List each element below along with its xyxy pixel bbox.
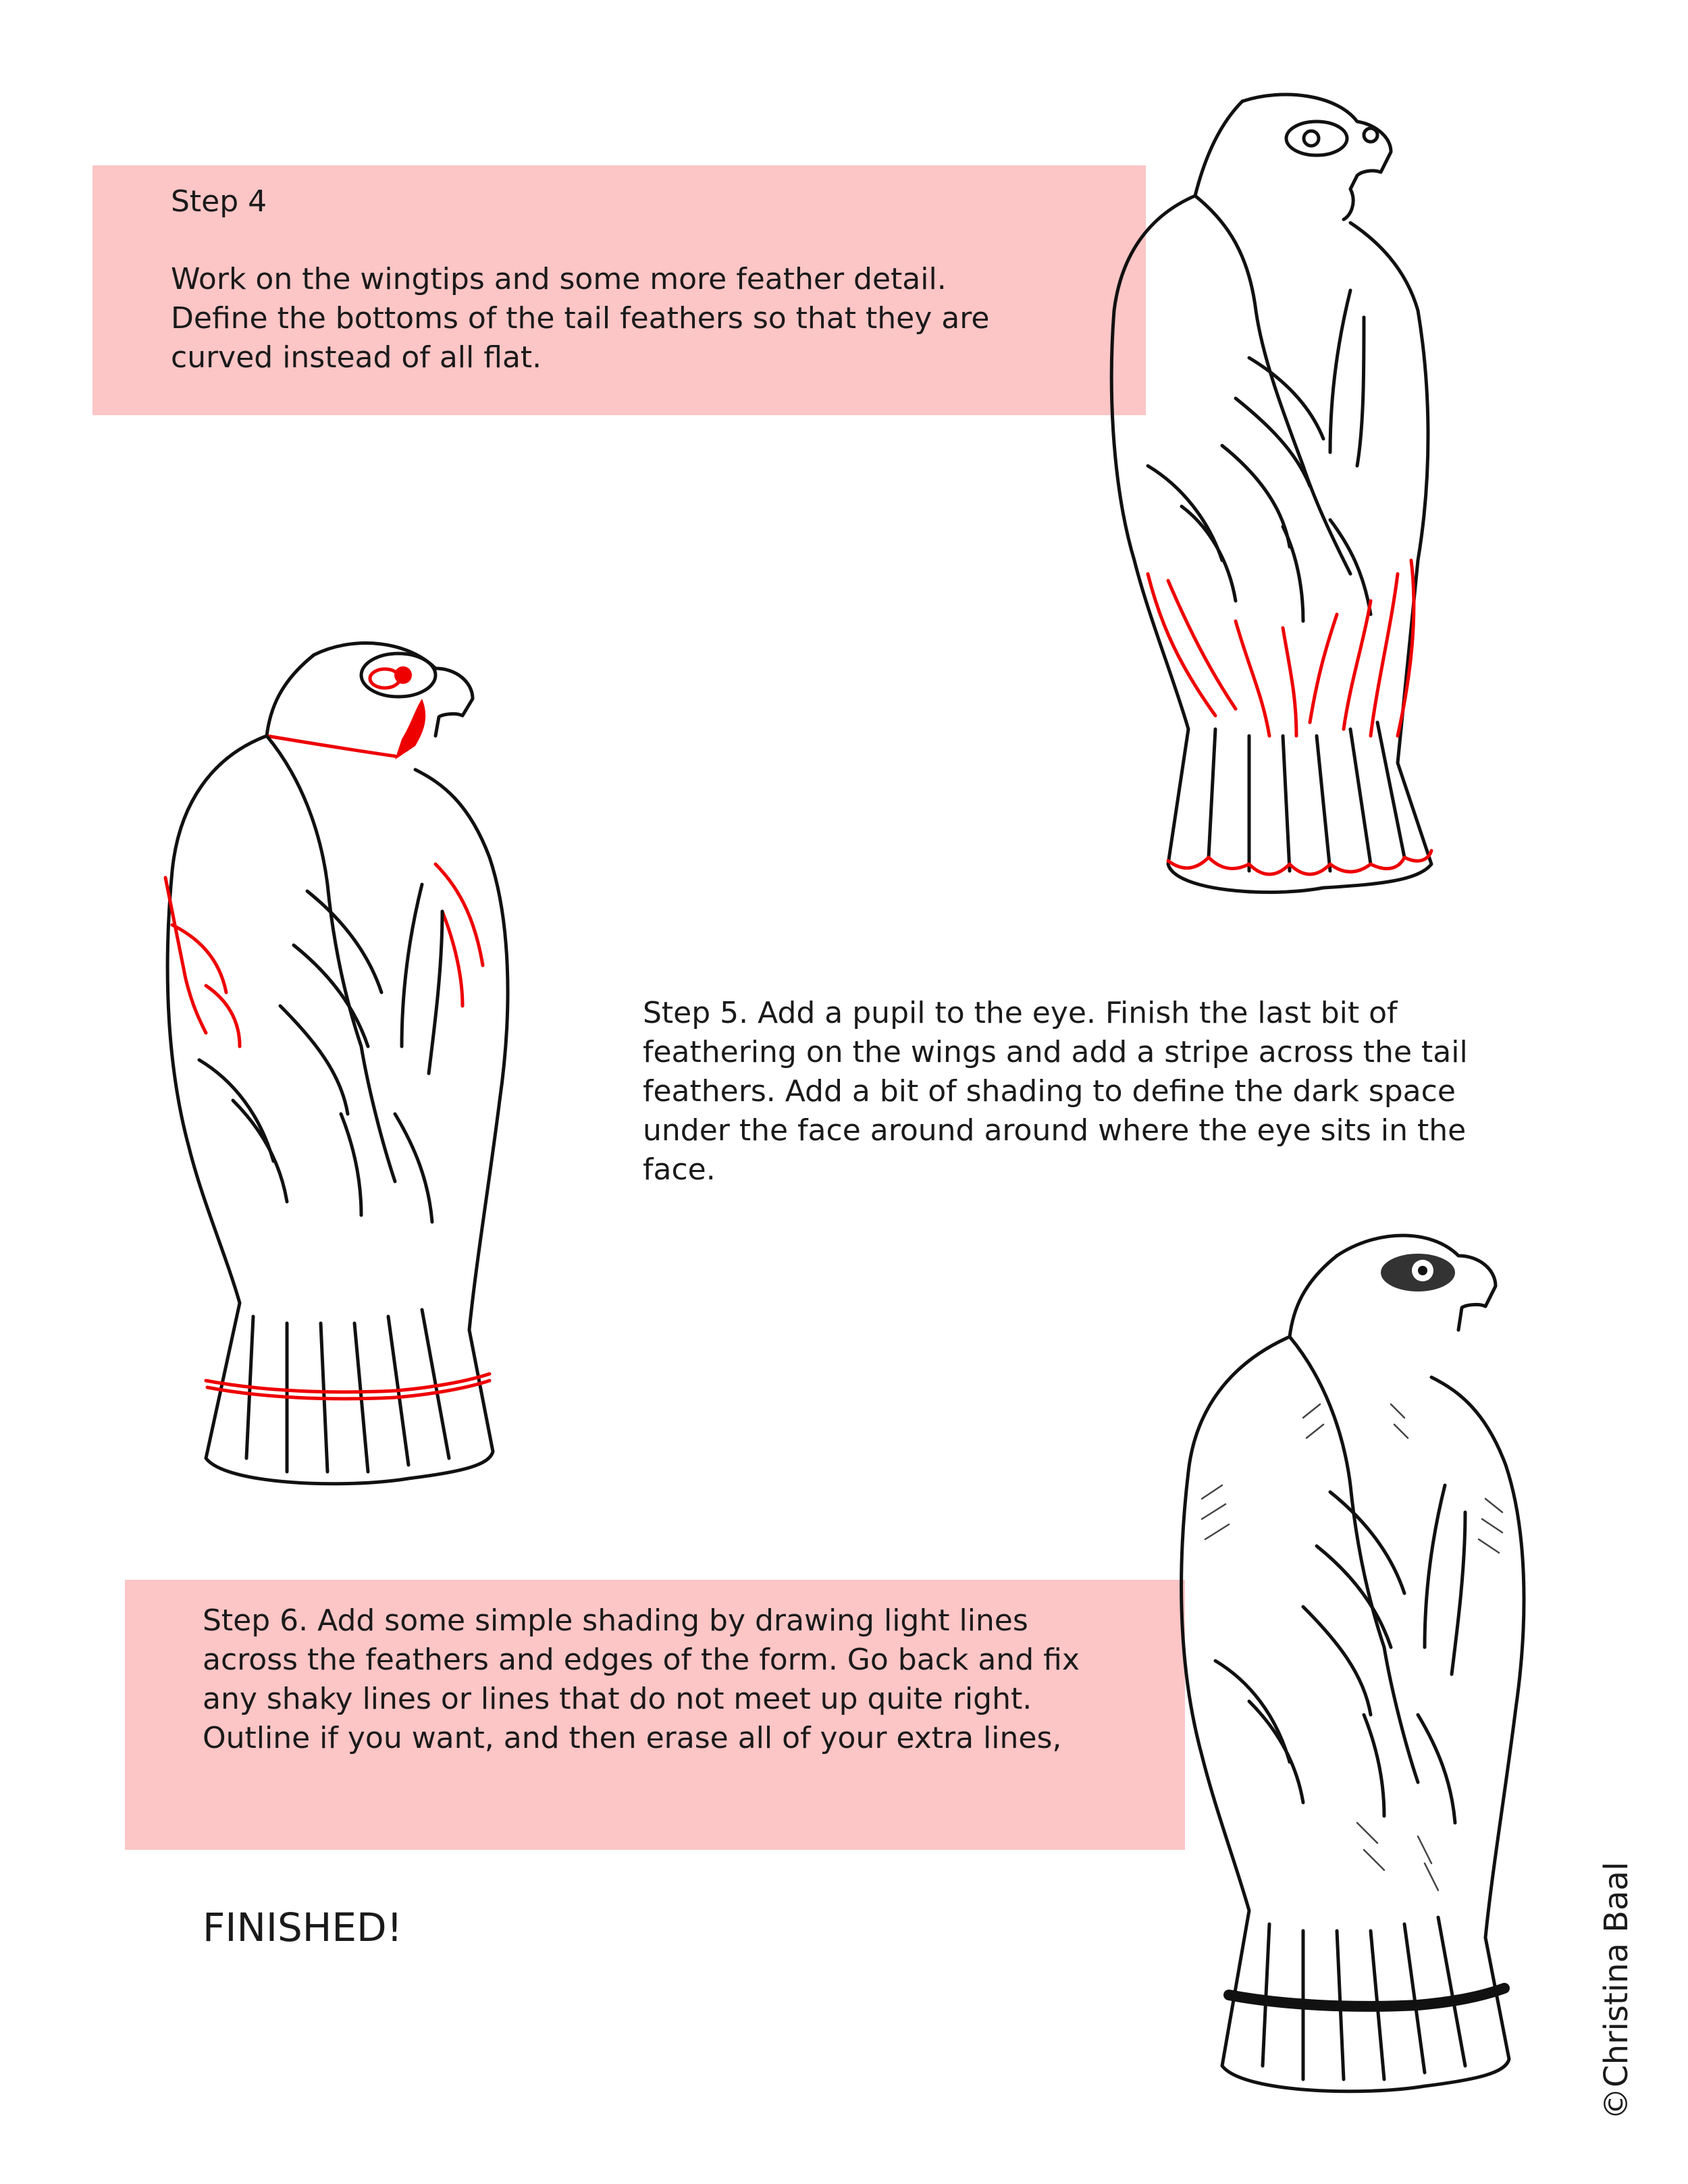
step6-text: Step 6. Add some simple shading by drawing light lines across the feathers and edges of the form. Go back and fix any shaky lines or lines that do not meet up quite right. Outline if you want, and then erase all of your extra lines, <box>203 1603 1080 1755</box>
step4-heading: Step 4 <box>171 184 267 219</box>
finished-label: FINISHED! <box>203 1905 402 1950</box>
copyright-credit: ©Christina Baal <box>1598 1861 1635 2120</box>
hawk-step5-drawing <box>125 628 544 1492</box>
hawk-finished-drawing <box>1134 1215 1553 2100</box>
step4-text: Work on the wingtips and some more feather detail. Define the bottoms of the tail feathers so that they are curved instead of all flat. <box>171 262 990 375</box>
hawk-step4-drawing <box>1080 88 1458 911</box>
step5-text: Step 5. Add a pupil to the eye. Finish the last bit of feathering on the wings and add a stripe across the tail feathers. Add a bit of shading to define the dark space under the face around around where the eye sits in the face. <box>643 996 1468 1187</box>
